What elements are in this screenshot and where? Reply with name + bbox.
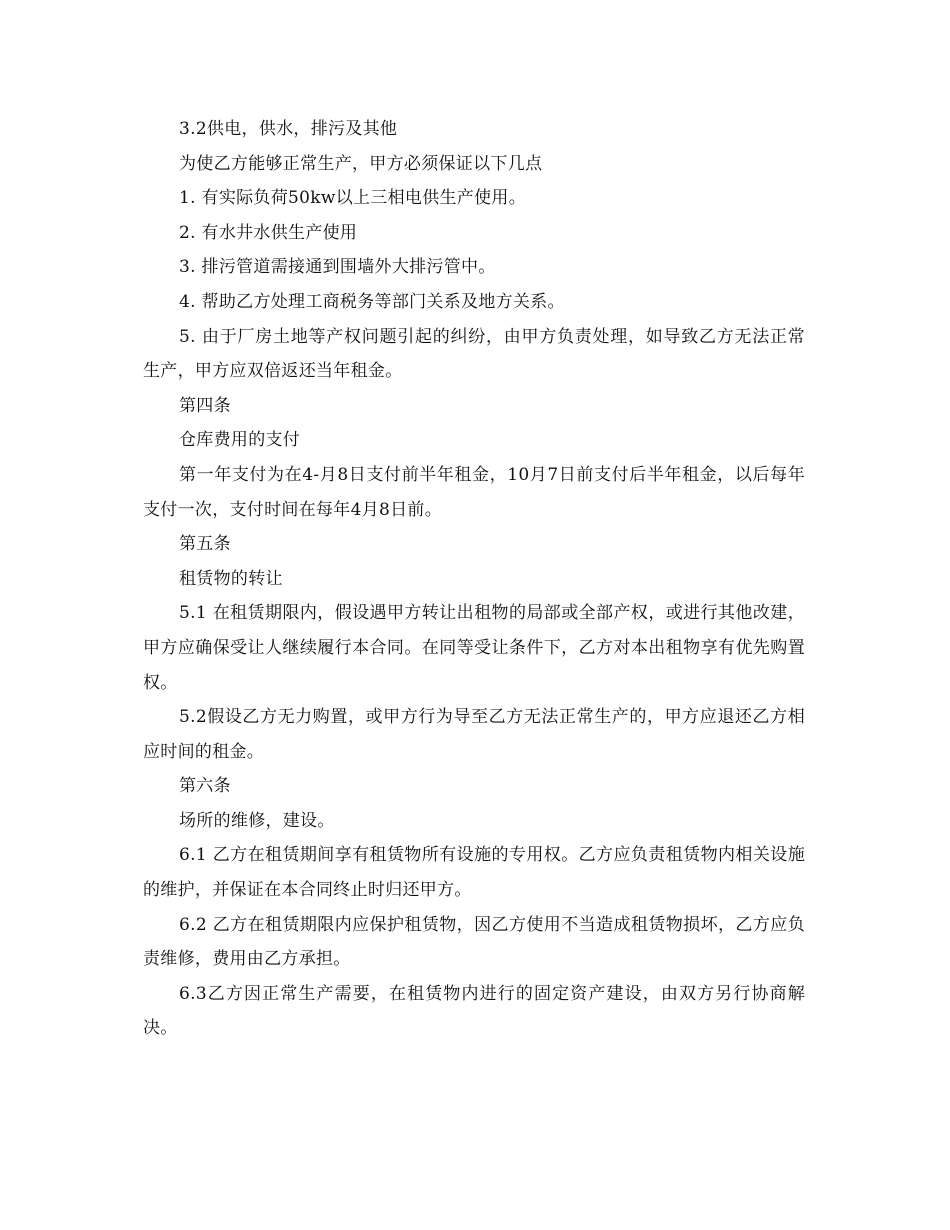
clause-5-1: 5.1 在租赁期限内，假设遇甲方转让出租物的局部或全部产权，或进行其他改建，甲方应确保受让人继续履行本合同。在同等受让条件下，乙方对本出租物享有优先购置权。: [143, 603, 805, 693]
list-item-2: 2. 有水井水供生产使用: [179, 222, 358, 243]
section-3-2-intro: 为使乙方能够正常生产，甲方必须保证以下几点: [179, 153, 543, 174]
list-item-5: 5. 由于厂房土地等产权问题引起的纠纷，由甲方负责处理，如导致乙方无法正常生产，甲方应双倍返还当年租金。: [143, 326, 805, 382]
article-5-title: 租赁物的转让: [179, 568, 283, 589]
section-3-2-heading: 3.2供电，供水，排污及其他: [179, 119, 398, 139]
list-item-3: 3. 排污管道需接通到围墙外大排污管中。: [179, 257, 496, 278]
article-4-body: 第一年支付为在4-月8日支付前半年租金，10月7日前支付后半年租金，以后每年支付一次，支付时间在每年4月8日前。: [143, 464, 805, 520]
clause-6-1: 6.1 乙方在租赁期间享有租赁物所有设施的专用权。乙方应负责租赁物内相关设施的维护，并保证在本合同终止时归还甲方。: [143, 845, 805, 901]
list-item-4: 4. 帮助乙方处理工商税务等部门关系及地方关系。: [179, 291, 565, 312]
clause-6-2: 6.2 乙方在租赁期限内应保护租赁物，因乙方使用不当造成租赁物损坏，乙方应负责维修，费用由乙方承担。: [143, 914, 805, 970]
article-5-heading: 第五条: [179, 534, 231, 555]
clause-6-3: 6.3乙方因正常生产需要，在租赁物内进行的固定资产建设，由双方另行协商解决。: [143, 983, 805, 1039]
article-4-title: 仓库费用的支付: [179, 430, 301, 451]
article-6-heading: 第六条: [179, 776, 231, 797]
document-body: [143, 112, 805, 1046]
list-item-1: 1. 有实际负荷50kw以上三相电供生产使用。: [179, 188, 527, 209]
clause-5-2: 5.2假设乙方无力购置，或甲方行为导至乙方无法正常生产的，甲方应退还乙方相应时间的租金。: [143, 707, 805, 762]
article-4-heading: 第四条: [179, 395, 231, 416]
article-6-title: 场所的维修，建设。: [179, 810, 335, 831]
